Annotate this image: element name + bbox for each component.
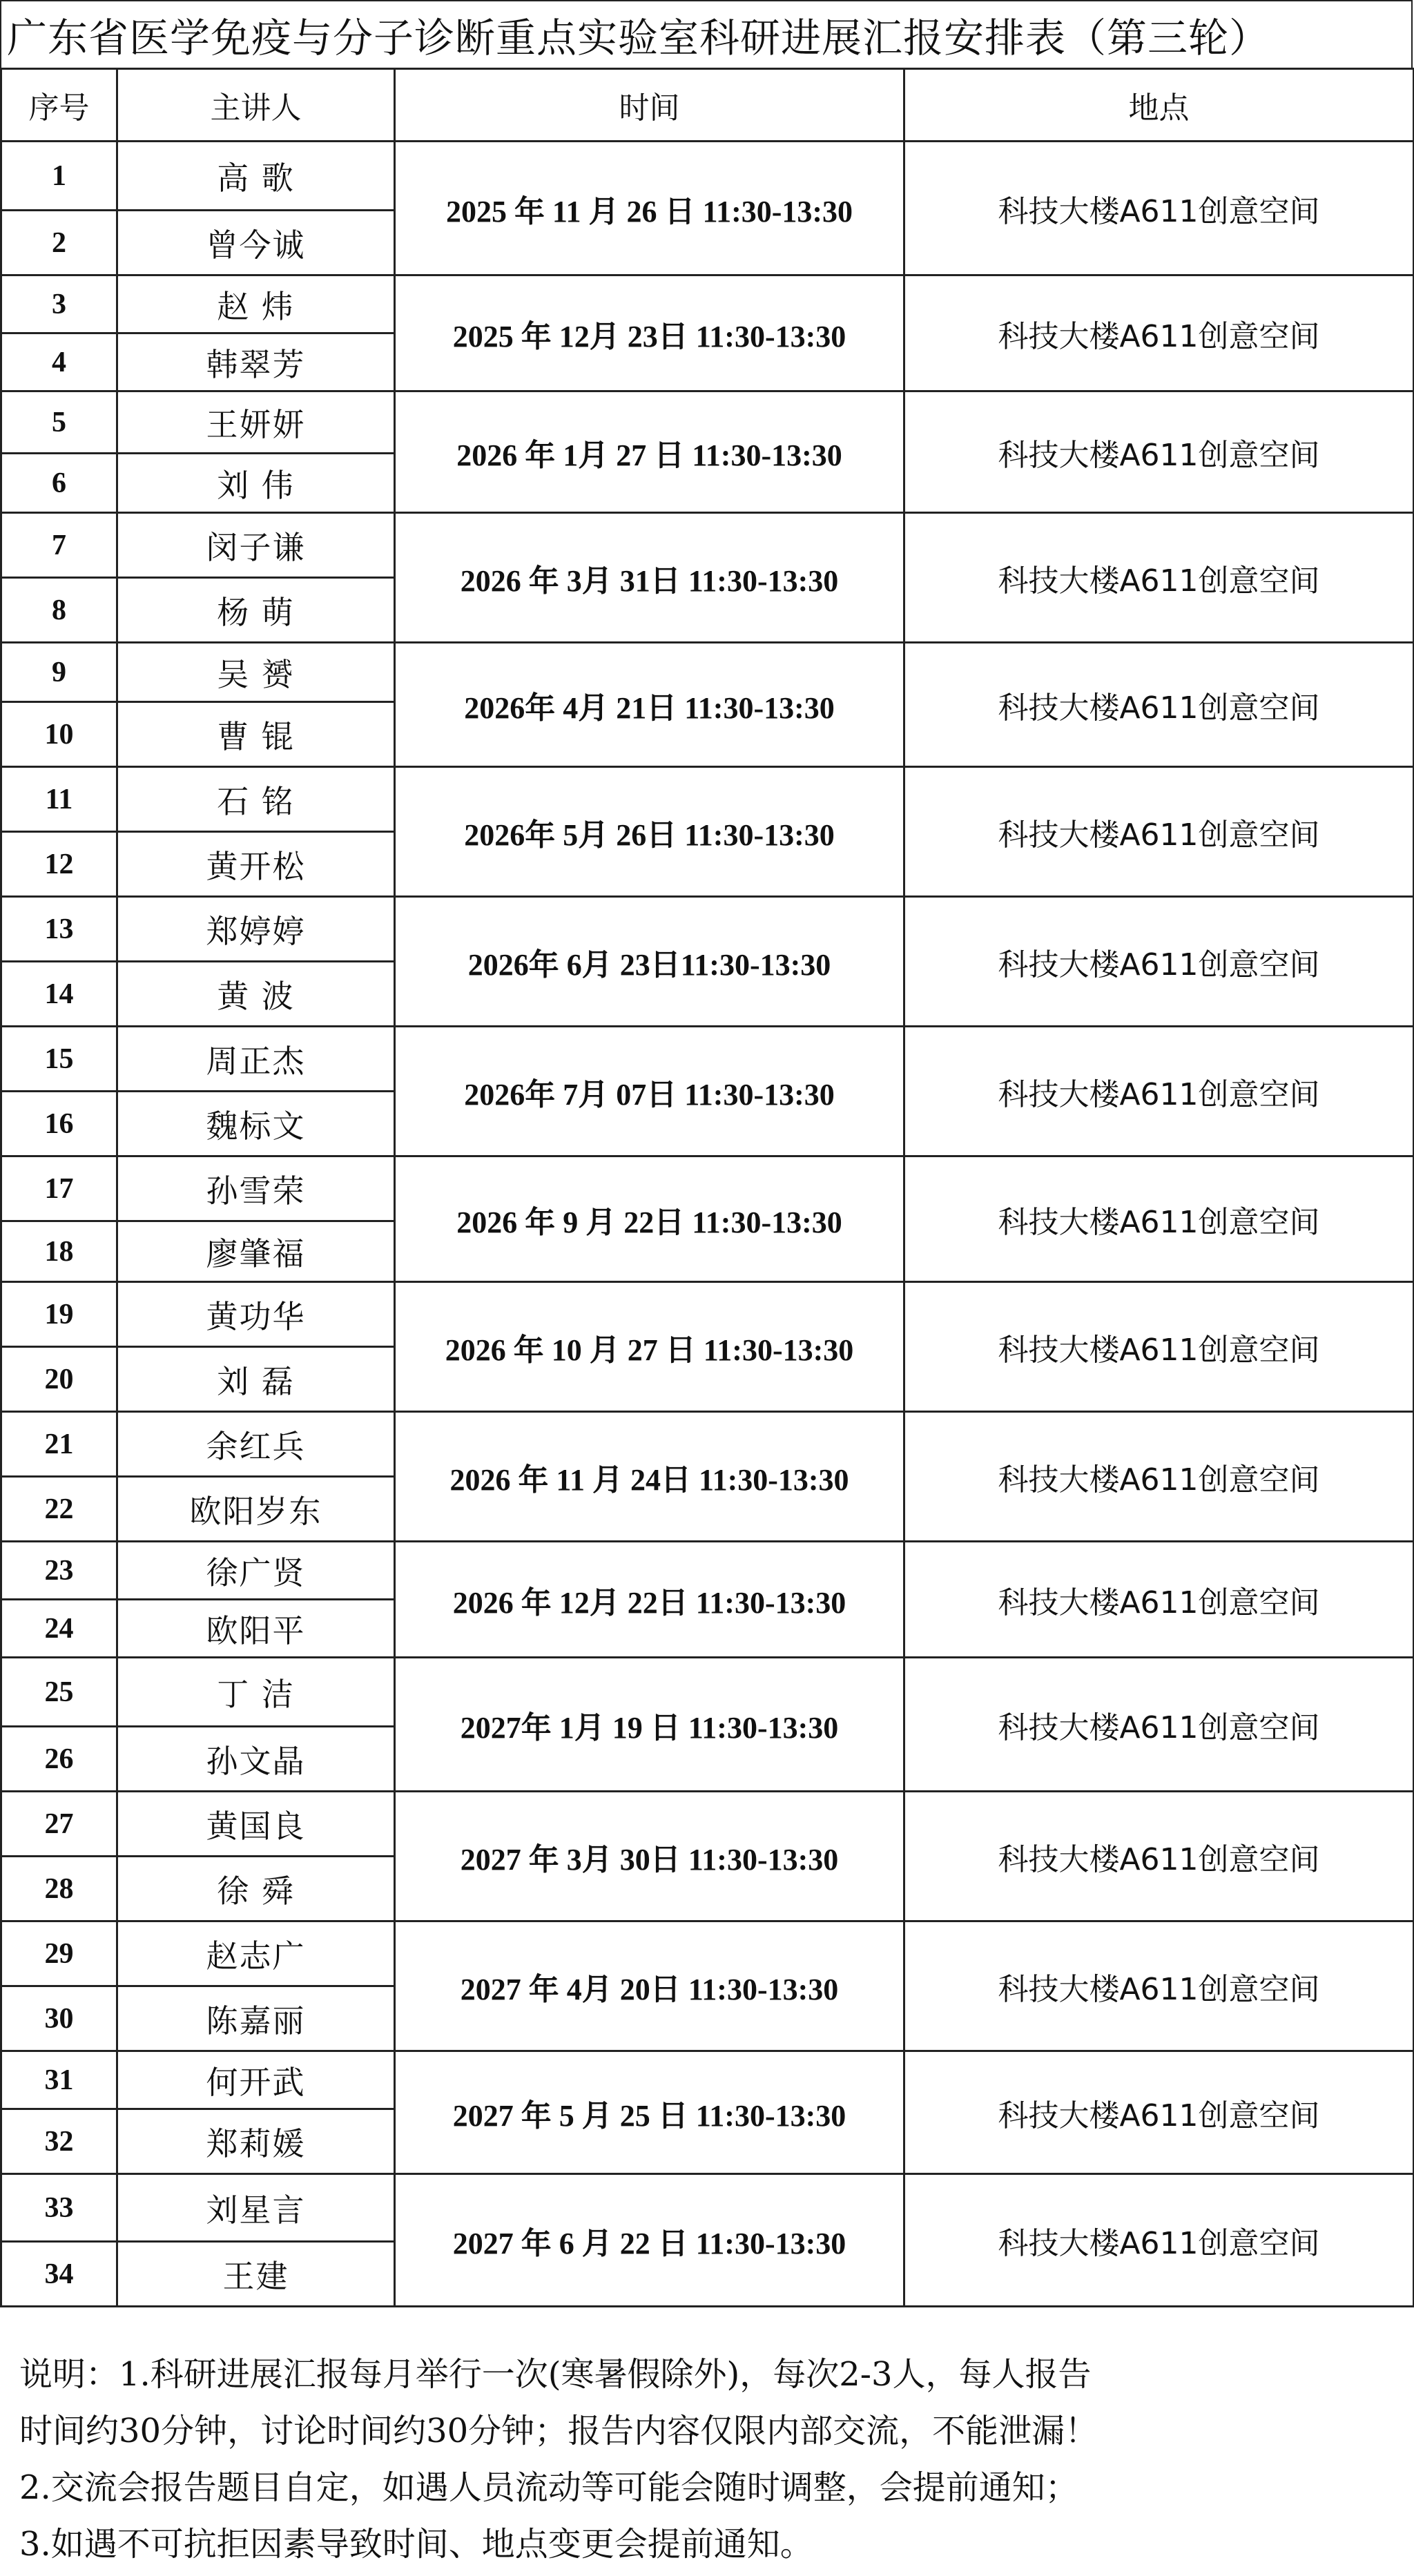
cell-speaker: 闵子谦 <box>117 513 395 578</box>
cell-speaker: 黄开松 <box>117 832 395 897</box>
cell-speaker: 刘星言 <box>117 2174 395 2242</box>
cell-speaker: 高 歌 <box>117 142 395 211</box>
header-time: 时间 <box>395 69 904 142</box>
cell-speaker: 魏标文 <box>117 1092 395 1156</box>
cell-time: 2027年 1月 19 日 11:30-13:30 <box>395 1658 904 1792</box>
cell-num: 27 <box>1 1792 117 1857</box>
cell-num: 18 <box>1 1221 117 1282</box>
cell-speaker: 黄功华 <box>117 1282 395 1347</box>
cell-speaker: 丁 洁 <box>117 1658 395 1727</box>
cell-speaker: 石 铭 <box>117 767 395 832</box>
cell-num: 34 <box>1 2242 117 2307</box>
cell-place: 科技大楼A611创意空间 <box>904 643 1414 767</box>
cell-speaker: 王建 <box>117 2242 395 2307</box>
cell-time: 2026年 6月 23日11:30-13:30 <box>395 897 904 1027</box>
cell-speaker: 郑莉媛 <box>117 2109 395 2174</box>
cell-place: 科技大楼A611创意空间 <box>904 1658 1414 1792</box>
cell-time: 2026 年 10 月 27 日 11:30-13:30 <box>395 1282 904 1412</box>
table-row <box>1 1921 1414 1986</box>
cell-time: 2026年 5月 26日 11:30-13:30 <box>395 767 904 897</box>
cell-speaker: 孙雪荣 <box>117 1156 395 1221</box>
header-speaker: 主讲人 <box>117 69 395 142</box>
cell-speaker: 余红兵 <box>117 1412 395 1477</box>
cell-num: 13 <box>1 897 117 962</box>
cell-speaker: 吴 赟 <box>117 643 395 702</box>
table-row <box>1 1156 1414 1221</box>
table-row <box>1 897 1414 962</box>
table-row <box>1 1282 1414 1347</box>
cell-speaker: 韩翠芳 <box>117 333 395 391</box>
cell-speaker: 何开武 <box>117 2051 395 2109</box>
table-row <box>1 767 1414 832</box>
cell-num: 12 <box>1 832 117 897</box>
cell-place: 科技大楼A611创意空间 <box>904 1542 1414 1658</box>
cell-place: 科技大楼A611创意空间 <box>904 1921 1414 2051</box>
table-row <box>1 2051 1414 2109</box>
header-num: 序号 <box>1 69 117 142</box>
cell-speaker: 廖肇福 <box>117 1221 395 1282</box>
note-line: 2.交流会报告题目自定，如遇人员流动等可能会随时调整，会提前通知； <box>19 2468 1078 2507</box>
cell-num: 28 <box>1 1857 117 1921</box>
cell-num: 10 <box>1 702 117 767</box>
cell-speaker: 赵 炜 <box>117 275 395 333</box>
cell-num: 21 <box>1 1412 117 1477</box>
cell-num: 4 <box>1 333 117 391</box>
table-row <box>1 513 1414 578</box>
cell-num: 16 <box>1 1092 117 1156</box>
cell-num: 31 <box>1 2051 117 2109</box>
cell-place: 科技大楼A611创意空间 <box>904 1412 1414 1542</box>
cell-speaker: 杨 萌 <box>117 578 395 643</box>
table-row <box>1 142 1414 211</box>
cell-num: 23 <box>1 1542 117 1600</box>
cell-num: 2 <box>1 211 117 275</box>
cell-num: 14 <box>1 962 117 1027</box>
cell-num: 29 <box>1 1921 117 1986</box>
cell-speaker: 欧阳平 <box>117 1600 395 1658</box>
table-row <box>1 1027 1414 1092</box>
cell-speaker: 郑婷婷 <box>117 897 395 962</box>
cell-time: 2027 年 5 月 25 日 11:30-13:30 <box>395 2051 904 2174</box>
cell-num: 9 <box>1 643 117 702</box>
header-place: 地点 <box>904 69 1414 142</box>
cell-speaker: 徐 舜 <box>117 1857 395 1921</box>
cell-place: 科技大楼A611创意空间 <box>904 391 1414 513</box>
schedule-body <box>1 142 1414 2307</box>
cell-num: 32 <box>1 2109 117 2174</box>
table-row <box>1 2174 1414 2242</box>
cell-num: 11 <box>1 767 117 832</box>
cell-num: 15 <box>1 1027 117 1092</box>
cell-place: 科技大楼A611创意空间 <box>904 275 1414 391</box>
cell-place: 科技大楼A611创意空间 <box>904 1156 1414 1282</box>
cell-place: 科技大楼A611创意空间 <box>904 142 1414 275</box>
cell-time: 2026 年 9 月 22日 11:30-13:30 <box>395 1156 904 1282</box>
cell-num: 30 <box>1 1986 117 2051</box>
cell-num: 33 <box>1 2174 117 2242</box>
cell-time: 2027 年 6 月 22 日 11:30-13:30 <box>395 2174 904 2307</box>
note-line: 3.如遇不可抗拒因素导致时间、地点变更会提前通知。 <box>19 2525 813 2564</box>
table-row <box>1 1542 1414 1600</box>
cell-time: 2025 年 12月 23日 11:30-13:30 <box>395 275 904 391</box>
notes <box>19 2346 1393 2573</box>
cell-speaker: 陈嘉丽 <box>117 1986 395 2051</box>
cell-time: 2026 年 12月 22日 11:30-13:30 <box>395 1542 904 1658</box>
table-row <box>1 391 1414 454</box>
schedule-table <box>0 68 1414 2307</box>
cell-time: 2027 年 3月 30日 11:30-13:30 <box>395 1792 904 1921</box>
cell-speaker: 黄 波 <box>117 962 395 1027</box>
cell-time: 2025 年 11 月 26 日 11:30-13:30 <box>395 142 904 275</box>
cell-time: 2026 年 3月 31日 11:30-13:30 <box>395 513 904 643</box>
table-row <box>1 1658 1414 1727</box>
note-line: 时间约30分钟，讨论时间约30分钟；报告内容仅限内部交流，不能泄漏！ <box>19 2412 1098 2450</box>
cell-time: 2026 年 1月 27 日 11:30-13:30 <box>395 391 904 513</box>
cell-num: 24 <box>1 1600 117 1658</box>
cell-speaker: 曾今诚 <box>117 211 395 275</box>
cell-speaker: 曹 锟 <box>117 702 395 767</box>
table-row <box>1 1792 1414 1857</box>
cell-place: 科技大楼A611创意空间 <box>904 1792 1414 1921</box>
cell-time: 2027 年 4月 20日 11:30-13:30 <box>395 1921 904 2051</box>
cell-place: 科技大楼A611创意空间 <box>904 897 1414 1027</box>
cell-num: 20 <box>1 1347 117 1412</box>
cell-place: 科技大楼A611创意空间 <box>904 767 1414 897</box>
cell-speaker: 刘 伟 <box>117 454 395 513</box>
cell-num: 17 <box>1 1156 117 1221</box>
cell-time: 2026 年 11 月 24日 11:30-13:30 <box>395 1412 904 1542</box>
cell-num: 7 <box>1 513 117 578</box>
cell-time: 2026年 4月 21日 11:30-13:30 <box>395 643 904 767</box>
cell-num: 3 <box>1 275 117 333</box>
cell-num: 19 <box>1 1282 117 1347</box>
cell-place: 科技大楼A611创意空间 <box>904 2174 1414 2307</box>
cell-speaker: 孙文晶 <box>117 1727 395 1792</box>
cell-speaker: 欧阳岁东 <box>117 1477 395 1542</box>
cell-place: 科技大楼A611创意空间 <box>904 513 1414 643</box>
table-row <box>1 643 1414 702</box>
cell-speaker: 周正杰 <box>117 1027 395 1092</box>
cell-num: 6 <box>1 454 117 513</box>
cell-speaker: 赵志广 <box>117 1921 395 1986</box>
table-header-row <box>1 69 1414 142</box>
cell-num: 5 <box>1 391 117 454</box>
document-title: 广东省医学免疫与分子诊断重点实验室科研进展汇报安排表（第三轮） <box>0 0 1413 69</box>
note-line: 说明：1.科研进展汇报每月举行一次(寒暑假除外)，每次2-3人，每人报告 <box>19 2355 1092 2394</box>
cell-place: 科技大楼A611创意空间 <box>904 1027 1414 1156</box>
cell-num: 25 <box>1 1658 117 1727</box>
cell-num: 22 <box>1 1477 117 1542</box>
cell-place: 科技大楼A611创意空间 <box>904 1282 1414 1412</box>
cell-speaker: 黄国良 <box>117 1792 395 1857</box>
cell-place: 科技大楼A611创意空间 <box>904 2051 1414 2174</box>
cell-speaker: 徐广贤 <box>117 1542 395 1600</box>
cell-time: 2026年 7月 07日 11:30-13:30 <box>395 1027 904 1156</box>
table-row <box>1 275 1414 333</box>
cell-num: 8 <box>1 578 117 643</box>
cell-num: 1 <box>1 142 117 211</box>
table-row <box>1 1412 1414 1477</box>
cell-speaker: 王妍妍 <box>117 391 395 454</box>
cell-num: 26 <box>1 1727 117 1792</box>
cell-speaker: 刘 磊 <box>117 1347 395 1412</box>
